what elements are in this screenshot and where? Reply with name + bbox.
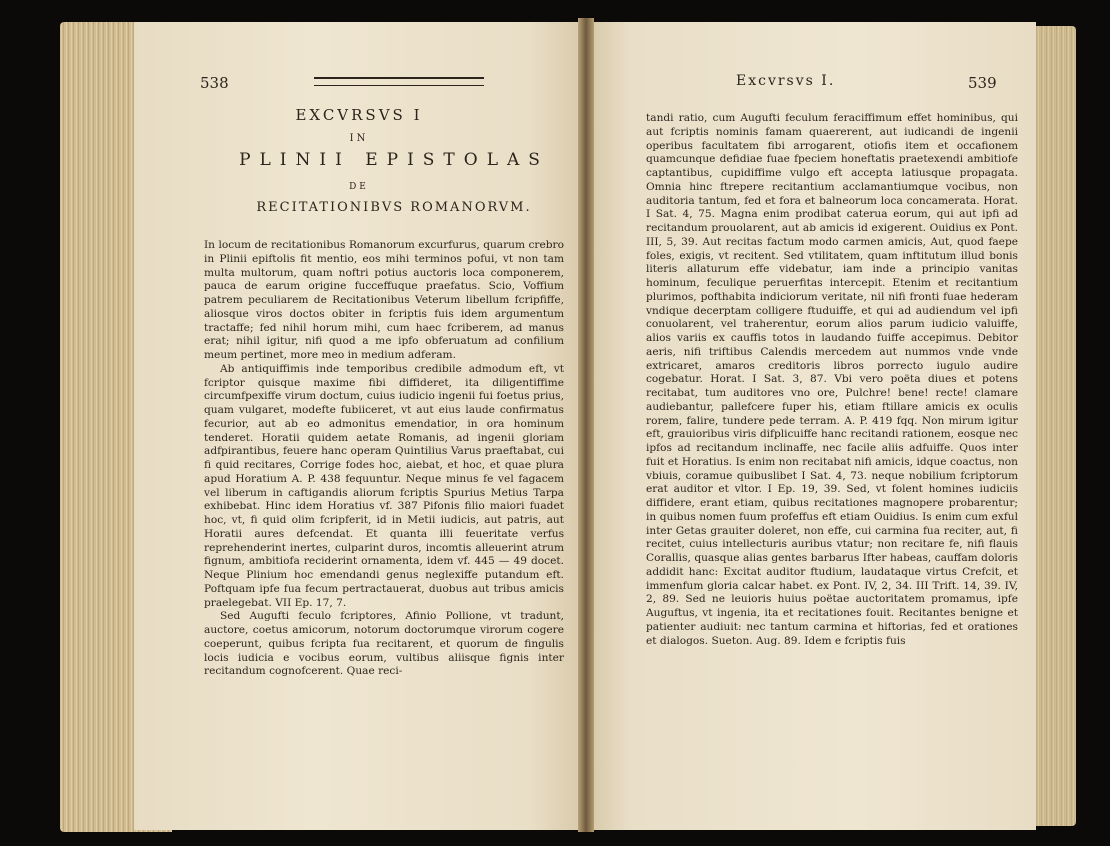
- right-page-edges: [1030, 26, 1076, 826]
- chapter-title: EXCVRSVS I: [295, 106, 423, 124]
- open-book: [38, 8, 1076, 838]
- book-gutter: [578, 18, 594, 832]
- title-preposition-in: IN: [349, 133, 369, 144]
- paragraph: tandi ratio, cum Augufti feculum feraciffimum effet hominibus, qui aut fcriptis nominis famam quaererent, aut iudicandi de ingenii operibus facultatem fibi arrogarent, otiofis item et occafionem quamcunque defidiae fuae fpeciem honeftatis praetexendi ambitiofe captantibus, cupidiffime vulgo eft accepta latiusque propagata. Omnia hinc ftrepere recitantium acclamantiumque vocibus, non auditoria tantum, fed et fora et balneorum loca concamerata. Horat. I Sat. 4, 75. Magna enim prodibat caterua eorum, qui aut ipfi ad recitandum prouolarent, aut ab amicis id exigerent. Ouidius ex Pont. III, 5, 39. Aut recitas factum modo carmen amicis, Aut, quod faepe foles, exigis, vt recitent. Sed vtilitatem, quam inftitutum illud bonis literis allaturum effe videbatur, iam inde a principio vanitas hominum, feculique peruerfitas intercepit. Etenim et recitantium plurimos, pofthabita indiciorum veritate, nil nifi fronti fuae hederam vndique decerptam colligere ftuduiffe, et qui ad audiendum vel ipfi conuolarent, vel traherentur, eorum alios parum iudicio valuiffe, alios variis ex cauffis totos in laudando fuiffe accepimus. Debitor aeris, nifi triftibus Calendis mercedem aut nummos vnde vnde extricaret, amaros creditoris libros porrecto iugulo audire cogebatur. Horat. I Sat. 3, 87. Vbi vero poëta diues et potens recitabat, tum auditores vno ore, Pulchre! bene! recte! clamare audiebantur, pallefcere fuper his, etiam ftillare amicis ex oculis rorem, falire, tundere pede terram. A. P. 419 fqq. Non mirum igitur eft, grauioribus viris difplicuiffe hanc recitandi rationem, eosque nec ipfos ad recitandum inclinaffe, nec facile aliis adfuiffe. Quos inter fuit et Horatius. Is enim non recitabat nifi amicis, idque coactus, non vbiuis, coramue quibuslibet I Sat. 4, 73. neque nobilium fcriptorum erat auditor et vltor. I Ep. 19, 39. Sed, vt folent homines iudiciis diffidere, erant etiam, quibus recitationes magnopere probarentur; in quibus nomen fuum profeffus eft etiam Ouidius. Is enim cum exful inter Getas grauiter doleret, non effe, cui carmina fua reciter, aut, fi recitet, cuius intellecturis auribus vtatur; non recitare fe, nifi flauis Corallis, quasque alias gentes barbarus Ifter habeas, cauffam doloris addidit hanc: Excitat auditor ftudium, laudataque virtus Crefcit, et immenfum gloria calcar habet. ex Pont. IV, 2, 34. III Trift. 14, 39. IV, 2, 89. Sed ne leuioris huius poëtae auctoritatem promamus, ipfe Auguftus, vt ingenia, ita et recitationes fouit. Recitantes benigne et patienter audiuit: nec tantum carmina et hiftorias, fed et orationes et dialogos. Sueton. Aug. 89. Idem e fcriptis fuis: [646, 112, 1018, 647]
- left-page: [134, 22, 584, 830]
- title-preposition-de: DE: [349, 182, 369, 192]
- left-page-number: 538: [200, 74, 229, 92]
- right-page: [586, 22, 1036, 830]
- right-page-number: 539: [968, 74, 997, 92]
- paragraph: Sed Augufti feculo fcriptores, Afinio Pollione, vt tradunt, auctore, coetus amicorum, notorum doctorumque virorum cogere coeperunt, quibus fcripta fua recitarent, et quorum de fingulis locis iudicia e vocibus eorum, vultibus aliisque fignis inter recitandum cognofcerent. Quae reci-: [204, 610, 564, 678]
- title-recitationibus: RECITATIONIBVS ROMANORVM.: [256, 200, 532, 215]
- paragraph: In locum de recitationibus Romanorum excurfurus, quarum crebro in Plinii epiftolis fit mentio, eos mihi terminos pofui, vt non tam multa multorum, quam noftri potius auctoris loca componerem, pauca de earum origine fucceffuque praefatus. Scio, Voffium patrem peculiarem de Recitationibus Veterum libellum fcripfiffe, aliosque viros doctos obiter in fcriptis fuis idem argumentum tractaffe; fed nihil horum mihi, cum haec fcriberem, ad manus erat; nihil igitur, nifi quod a me ipfo obferuatum ad confilium meum pertinet, more meo in medium adferam.: [204, 239, 564, 361]
- header-rule: [314, 77, 484, 86]
- paragraph: Ab antiquiffimis inde temporibus credibile admodum eft, vt fcriptor quisque maxime fibi diffideret, ita diligentiffime circumfpexiffe virum doctum, cuius iudicio ingenii fui foetus prius, quam vulgaret, modefte fubiiceret, vt aut eius laude confirmatus fecurior, aut ab eo admonitus emendatior, in ora hominum tenderet. Horatii quidem aetate Romanis, ad ingenii gloriam adfpirantibus, feuere hanc operam Quintilius Varus praeftabat, cui fi quid recitares, Corrige fodes hoc, aiebat, et hoc, et quae plura apud Horatium A. P. 438 fequuntur. Neque minus fe vel fagacem vel liberum in caftigandis aliorum fcriptis Spurius Metius Tarpa exhibebat. Hinc idem Horatius vf. 387 Pifonis filio maiori fuadet hoc, vt, fi quid olim fcripferit, id in Metii iudicis, aut patris, aut Horatii aures defcendat. Et quanta illi feueritate verfus reprehenderint inertes, culparint duros, incomtis alleuerint atrum fignum, ambitiofa reciderint ornamenta, idem vf. 445 — 49 docet. Neque Plinium hoc emendandi genus neglexiffe putandum eft. Poftquam ipfe fua fecum pertractauerat, duobus aut tribus amicis praelegebat. VII Ep. 17, 7.: [204, 362, 564, 609]
- left-page-body: [204, 239, 564, 679]
- running-head: Excvrsvs I.: [736, 73, 836, 89]
- title-plinii-epistolas: PLINII EPISTOLAS: [239, 150, 549, 170]
- right-page-body: [646, 112, 1018, 648]
